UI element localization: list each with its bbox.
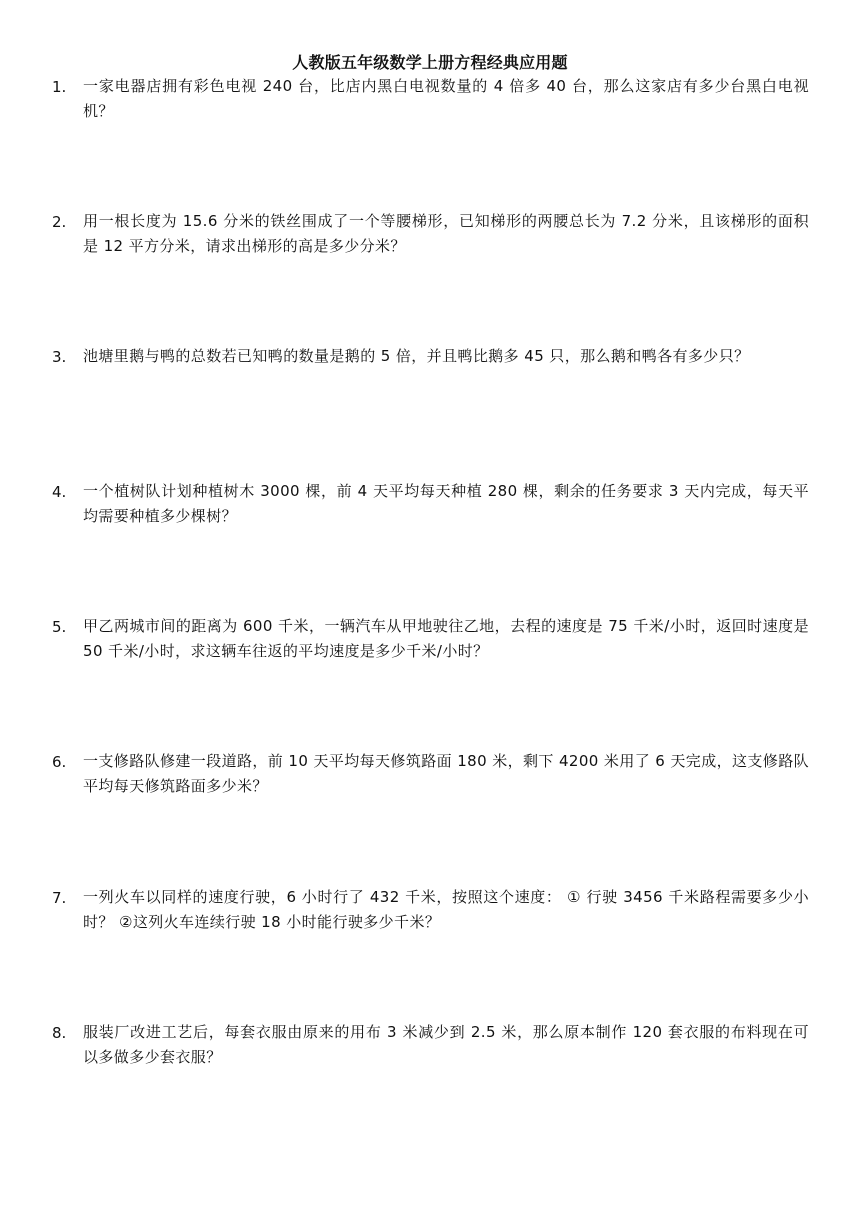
question-number: 6. bbox=[52, 753, 67, 771]
question-text: 一列火车以同样的速度行驶，6 小时行了 432 千米，按照这个速度： ① 行驶 3456 千米路程需要多少小时？ ②这列火车连续行驶 18 小时能行驶多少千米？ bbox=[83, 888, 809, 931]
question-number: 8. bbox=[52, 1024, 67, 1042]
page-title: 人教版五年级数学上册方程经典应用题 bbox=[292, 53, 568, 72]
question-number: 1. bbox=[52, 78, 67, 96]
question-text: 服装厂改进工艺后，每套衣服由原来的用布 3 米减少到 2.5 米，那么原本制作 120 套衣服的布料现在可以多做多少套衣服？ bbox=[83, 1023, 809, 1066]
question-text: 池塘里鹅与鸭的总数若已知鸭的数量是鹅的 5 倍，并且鸭比鹅多 45 只，那么鹅和鸭各有多少只？ bbox=[83, 347, 750, 365]
question-number: 3. bbox=[52, 348, 67, 366]
question-number: 4. bbox=[52, 483, 67, 501]
question-text: 甲乙两城市间的距离为 600 千米，一辆汽车从甲地驶往乙地，去程的速度是 75 千米/小时，返回时速度是 50 千米/小时，求这辆车往返的平均速度是多少千米/小时？ bbox=[83, 617, 809, 660]
question-number: 5. bbox=[52, 618, 67, 636]
question-text: 一个植树队计划种植树木 3000 棵，前 4 天平均每天种植 280 棵，剩余的任务要求 3 天内完成，每天平均需要种植多少棵树？ bbox=[83, 482, 809, 525]
question-text: 用一根长度为 15.6 分米的铁丝围成了一个等腰梯形，已知梯形的两腰总长为 7.2 分米，且该梯形的面积是 12 平方分米，请求出梯形的高是多少分米？ bbox=[83, 212, 809, 255]
question-number: 2. bbox=[52, 213, 67, 231]
question-number: 7. bbox=[52, 889, 67, 907]
question-text: 一家电器店拥有彩色电视 240 台，比店内黑白电视数量的 4 倍多 40 台，那么这家店有多少台黑白电视机？ bbox=[83, 77, 809, 120]
question-text: 一支修路队修建一段道路，前 10 天平均每天修筑路面 180 米，剩下 4200 米用了 6 天完成，这支修路队平均每天修筑路面多少米？ bbox=[83, 752, 809, 795]
